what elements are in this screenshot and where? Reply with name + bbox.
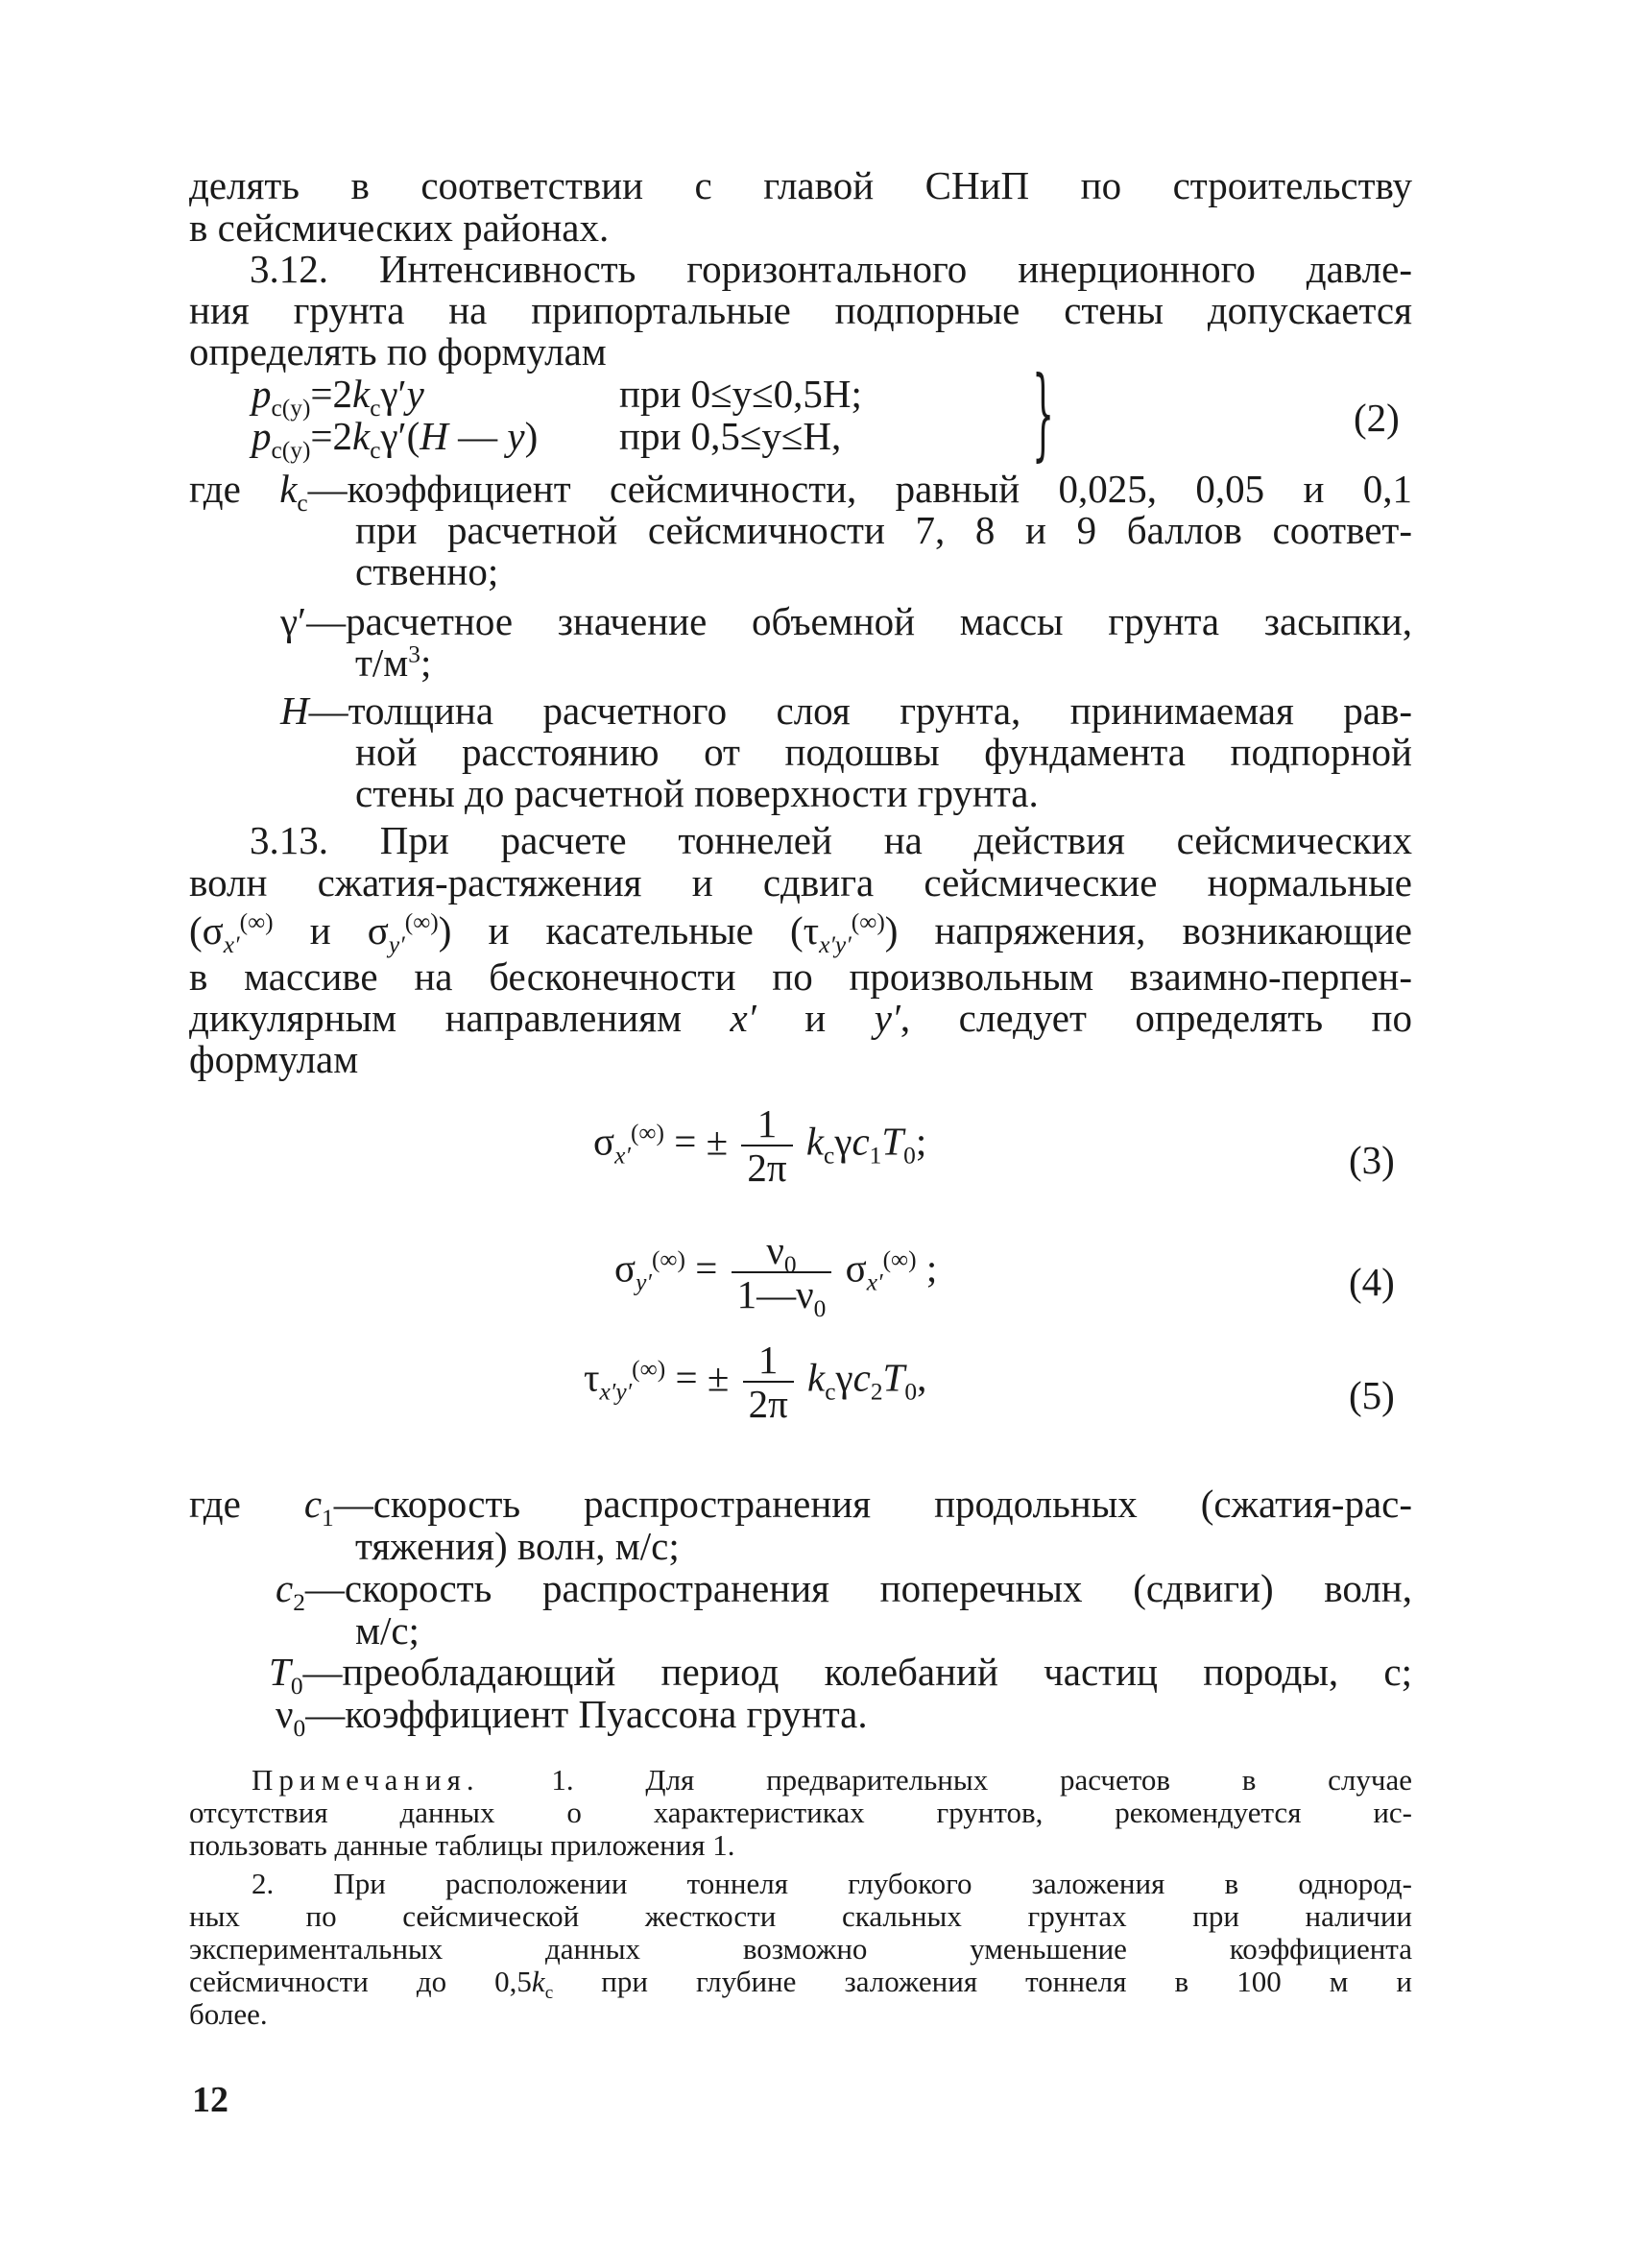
text-line: где $c_1—скорость$ распространения продольных (сжатия-рас- — [189, 1482, 1412, 1532]
note-line: Примечания. 1. Для предварительных расчетов в случае — [252, 1763, 1413, 1797]
right-brace: } — [1032, 354, 1055, 471]
formula-3: $\sigma_{x'}^{(\infty)}$ = ± $\frac{1}{2\pi}$ $k_c\gamma c_1T_0$; — [593, 1101, 927, 1190]
text-line: H—толщина расчетного слоя грунта, принимаемая рав- — [280, 688, 1412, 733]
equation-number: (2) — [1354, 396, 1400, 440]
formula-5: $\tau_{x'y'}^{(\infty)}$ = ± $\frac{1}{2\pi}$ $k_c\gamma c_2T_0$, — [584, 1338, 927, 1426]
text-line: дикулярным направлениям x′ и y′, следует определять по — [189, 996, 1412, 1040]
note-line: 2. При расположении тоннеля глубокого заложения в однород- — [252, 1867, 1412, 1900]
text-line: $\nu_0—коэффициент$ Пуассона грунта. — [276, 1692, 868, 1743]
note-line: экспериментальных данных возможно уменьшение коэффициента — [189, 1932, 1412, 1966]
text-line: в сейсмических районах. — [189, 205, 610, 250]
text-line: определять по формулам — [189, 329, 607, 374]
text-line: делять в соответствии с главой СНиП по строительству — [189, 163, 1412, 207]
formula-2b: $p_{c(y)}=2k_c\gamma'(H$ — y) — [252, 414, 539, 465]
text-line: волн сжатия-растяжения и сдвига сейсмические нормальные — [189, 860, 1412, 905]
text-line: ния грунта на припортальные подпорные стены допускается — [189, 288, 1412, 332]
text-line: тяжения) волн, м/с; — [355, 1524, 680, 1568]
text-line: в массиве на бесконечности по произвольным взаимно-перпен- — [189, 954, 1412, 999]
text-line: формулам — [189, 1037, 359, 1081]
text-line: ственно; — [355, 549, 499, 593]
equation-number: (5) — [1349, 1373, 1395, 1417]
text-line: при расчетной сейсмичности 7, 8 и 9 баллов соответ- — [355, 508, 1412, 552]
formula-2a: $p_{c(y)}=2k_c\gamma'y$ — [252, 372, 424, 422]
text-line: $c_2—скорость$ распространения поперечных (сдвиги) волн, — [276, 1566, 1412, 1617]
note-line: ных по сейсмической жесткости скальных грунтах при наличии — [189, 1899, 1412, 1933]
formula-2a-condition: при 0≤y≤0,5H; — [619, 372, 862, 416]
text-line: $т/м^3$; — [355, 640, 432, 685]
text-line: стены до расчетной поверхности грунта. — [355, 771, 1039, 815]
text-line: γ′—расчетное значение объемной массы грунта засыпки, — [280, 599, 1412, 643]
note-line: более. — [189, 1997, 268, 2031]
equation-number: (4) — [1349, 1260, 1395, 1304]
note-line: отсутствия данных о характеристиках грунтов, рекомендуется ис- — [189, 1796, 1412, 1829]
formula-4: $\sigma_{y'}^{(\infty)}$ = $\frac{\nu_0}{1—\nu_0}$ $\sigma_{x'}^{(\infty)}$ ; — [614, 1228, 938, 1323]
text-line: где $k_c—коэффициент$ сейсмичности, равный 0,025, 0,05 и 0,1 — [189, 467, 1412, 518]
page-number: 12 — [192, 2080, 228, 2120]
text-line: ($\sigma_{x'}^{(\infty)}$ и $\sigma_{y'}^{(\infty)}$) и касательные $(\tau_{x'y'}^{(\infty)})$ напряжения, возникающие — [189, 908, 1413, 959]
note-line: пользовать данные таблицы приложения 1. — [189, 1828, 735, 1862]
text-line: м/с; — [355, 1608, 420, 1653]
formula-2b-condition: при 0,5≤y≤H, — [619, 414, 842, 458]
text-line: $T_0—преобладающий$ период колебаний частиц породы, с; — [269, 1650, 1412, 1701]
equation-number: (3) — [1349, 1138, 1395, 1182]
text-line: 3.12. Интенсивность горизонтального инерционного давле- — [250, 247, 1412, 291]
text-line: 3.13. При расчете тоннелей на действия сейсмических — [250, 818, 1412, 862]
text-line: ной расстоянию от подошвы фундамента подпорной — [355, 730, 1412, 774]
note-line: сейсмичности до $0,5k_c$ при глубине заложения тоннеля в 100 м и — [189, 1965, 1412, 2004]
